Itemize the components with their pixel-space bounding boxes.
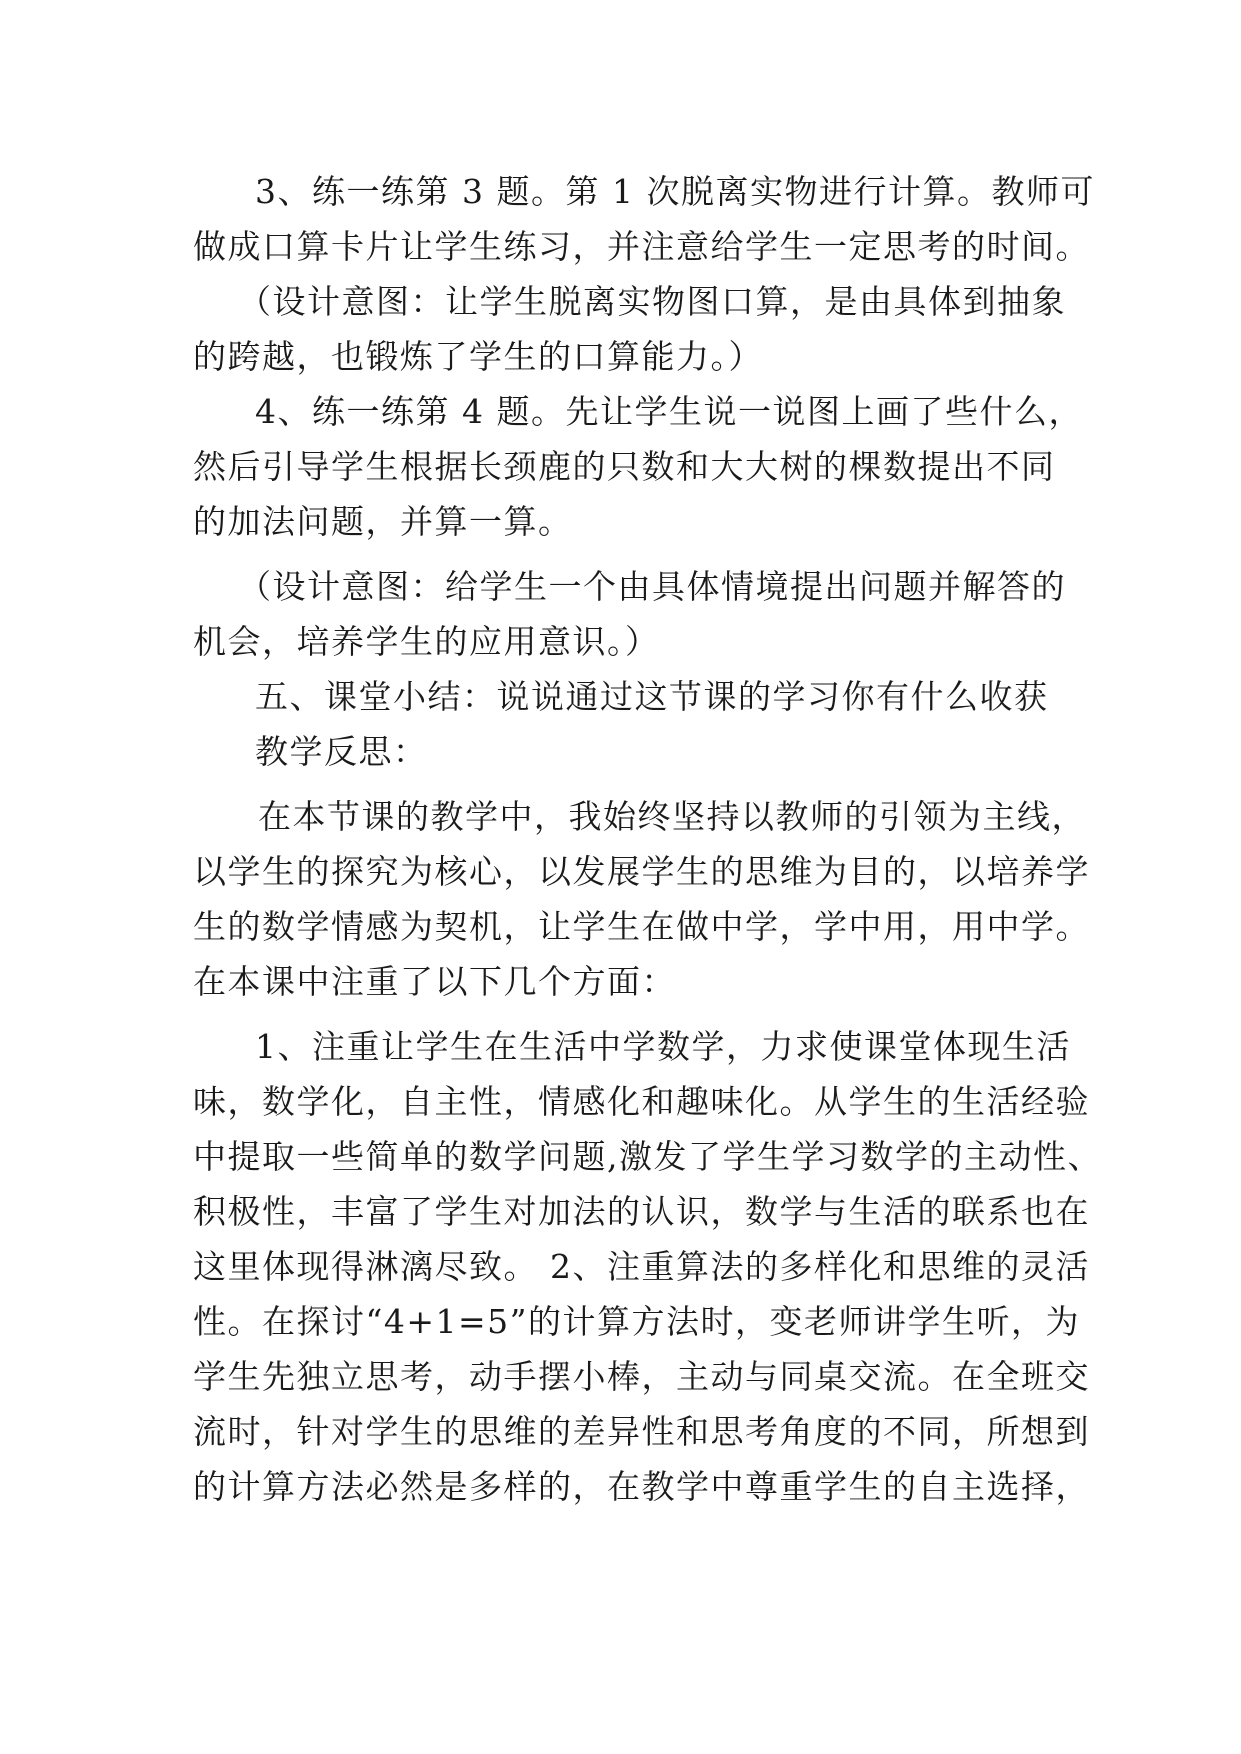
text-line: 生的数学情感为契机，让学生在做中学，学中用，用中学。 [193,907,1090,946]
text-line: 积极性，丰富了学生对加法的认识，数学与生活的联系也在 [193,1192,1090,1231]
text-line: 的跨越，也锻炼了学生的口算能力。） [193,337,763,376]
text-line: 以学生的探究为核心，以发展学生的思维为目的，以培养学 [193,852,1090,891]
text-line: （设计意图：让学生脱离实物图口算，是由具体到抽象 [238,282,1066,321]
text-line: （设计意图：给学生一个由具体情境提出问题并解答的 [238,567,1066,606]
text-line: 的计算方法必然是多样的，在教学中尊重学生的自主选择， [193,1467,1090,1506]
text-line: 学生先独立思考，动手摆小棒，主动与同桌交流。在全班交 [193,1357,1090,1396]
text-line: 的加法问题，并算一算。 [193,502,573,541]
text-line: 然后引导学生根据长颈鹿的只数和大大树的棵数提出不同 [193,447,1056,486]
text-line: 五、课堂小结：说说通过这节课的学习你有什么收获 [255,677,1049,716]
text-line: 机会，培养学生的应用意识。） [193,622,660,661]
text-line: 1、注重让学生在生活中学数学，力求使课堂体现生活 [255,1027,1071,1066]
text-line: 味，数学化，自主性，情感化和趣味化。从学生的生活经验 [193,1082,1090,1121]
text-line: 在本课中注重了以下几个方面： [193,962,676,1001]
text-line: 4、练一练第 4 题。先让学生说一说图上画了些什么， [255,392,1083,431]
text-line: 性。在探讨“4+1=5”的计算方法时，变老师讲学生听，为 [193,1302,1081,1341]
text-line: 做成口算卡片让学生练习，并注意给学生一定思考的时间。 [193,227,1090,266]
text-line: 中提取一些简单的数学问题,激发了学生学习数学的主动性、 [193,1137,1102,1176]
text-line: 这里体现得淋漓尽致。 2、注重算法的多样化和思维的灵活 [193,1247,1090,1286]
text-line: 流时，针对学生的思维的差异性和思考角度的不同，所想到 [193,1412,1090,1451]
text-line: 3、练一练第 3 题。第 1 次脱离实物进行计算。教师可 [255,172,1095,211]
text-line: 教学反思： [255,732,428,771]
text-line: 在本节课的教学中，我始终坚持以教师的引领为主线， [258,797,1086,836]
